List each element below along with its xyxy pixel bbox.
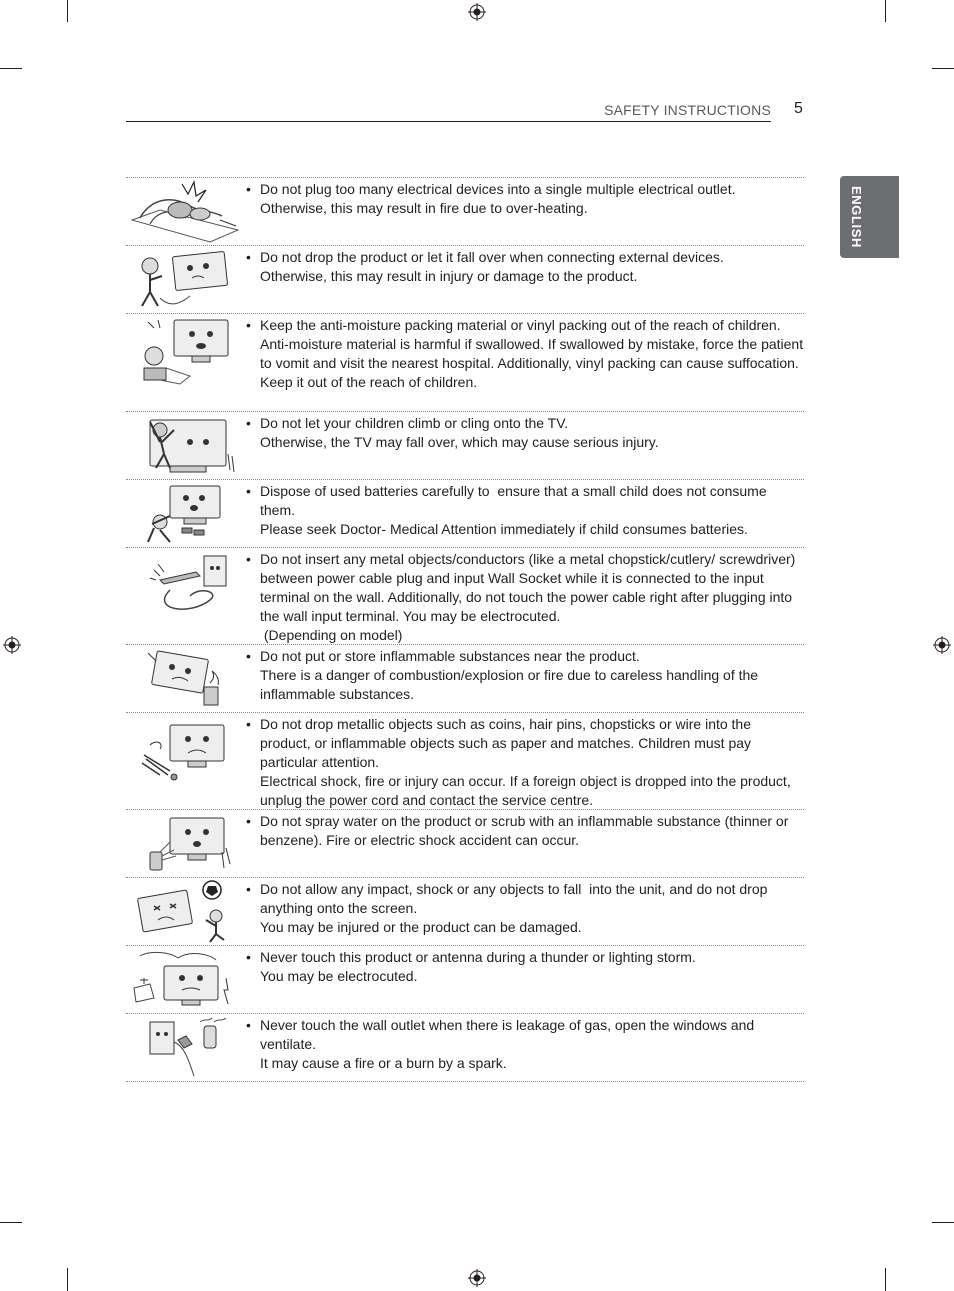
instruction-row <box>126 1014 804 1082</box>
instruction-row <box>126 314 807 412</box>
ball-impact-icon <box>130 880 240 944</box>
registration-mark-icon <box>468 1269 486 1287</box>
instruction-text: Do not plug too many electrical devices into a single multiple electrical outlet. <box>260 181 736 197</box>
crop-mark <box>885 1268 886 1291</box>
instruction-consequence: Anti-moisture material is harmful if swallowed. If swallowed by mistake, force the patient to vomit and visit the nearest hospital. Additionally, vinyl packing can cause suffocation. Keep it out of the reach of children. <box>260 336 807 390</box>
page-number: 5 <box>794 100 803 117</box>
bullet: • <box>246 317 251 333</box>
thunder-storm-icon <box>130 948 240 1012</box>
crop-mark <box>67 0 68 22</box>
child-climbing-tv-icon <box>130 414 240 478</box>
instruction-row <box>126 246 804 314</box>
overloaded-outlet-icon <box>130 180 240 244</box>
bullet: • <box>246 415 251 431</box>
language-tab-label: ENGLISH <box>849 186 864 248</box>
instruction-text: Do not let your children climb or cling onto the TV. <box>260 415 569 431</box>
instruction-text: Dispose of used batteries carefully to ensure that a small child does not consume them. <box>260 483 771 518</box>
bullet: • <box>246 716 251 732</box>
instruction-text: Never touch the wall outlet when there is leakage of gas, open the windows and ventilate. <box>260 1017 759 1052</box>
header-divider <box>126 121 771 122</box>
instruction-consequence: You may be electrocuted. <box>260 968 418 984</box>
instruction-consequence: It may cause a fire or a burn by a spark. <box>260 1055 507 1071</box>
crop-mark <box>0 1222 22 1223</box>
instruction-note: (Depending on model) <box>260 627 403 643</box>
instruction-row <box>126 178 804 246</box>
registration-mark-icon <box>468 3 486 21</box>
registration-mark-icon <box>3 636 21 654</box>
instruction-row <box>126 548 804 645</box>
gas-leak-outlet-icon <box>130 1016 240 1080</box>
metal-object-socket-icon <box>130 550 240 620</box>
bullet: • <box>246 881 251 897</box>
registration-mark-icon <box>933 636 951 654</box>
instruction-row <box>126 946 804 1014</box>
instruction-consequence: Please seek Doctor- Medical Attention immediately if child consumes batteries. <box>260 521 748 537</box>
instruction-row <box>126 810 804 878</box>
tv-falling-child-icon <box>130 248 240 312</box>
instruction-text: Keep the anti-moisture packing material or vinyl packing out of the reach of children. <box>260 317 781 333</box>
instruction-text: Do not spray water on the product or scrub with an inflammable substance (thinner or benzene). Fire or electric shock accident can occur. <box>260 813 793 848</box>
safety-instructions-table <box>126 177 807 1082</box>
crop-mark <box>0 68 22 69</box>
bullet: • <box>246 813 251 829</box>
instruction-consequence: Otherwise, this may result in injury or damage to the product. <box>260 268 638 284</box>
instruction-row <box>126 480 804 548</box>
instruction-row <box>126 645 804 713</box>
bullet: • <box>246 483 251 499</box>
instruction-text: Do not drop metallic objects such as coins, hair pins, chopsticks or wire into the product, or inflammable objects such as paper and matches. Children must pay particular attention. <box>260 716 755 770</box>
instruction-text: Do not drop the product or let it fall over when connecting external devices. <box>260 249 724 265</box>
batteries-child-icon <box>130 482 240 546</box>
metallic-objects-drop-icon <box>130 715 240 785</box>
flammable-substance-icon <box>130 647 240 711</box>
instruction-text: Do not put or store inflammable substances near the product. <box>260 648 640 664</box>
bullet: • <box>246 249 251 265</box>
bullet: • <box>246 949 251 965</box>
instruction-text: Do not insert any metal objects/conductors (like a metal chopstick/cutlery/ screwdriver) between power cable plug and input Wall Socket while it is connected to the input terminal on the wall. Additionally, do not touch the power cable right after plugging into the wall input terminal. You may be electrocuted. <box>260 551 800 624</box>
language-tab <box>840 176 899 258</box>
crop-mark <box>67 1268 68 1291</box>
instruction-consequence: You may be injured or the product can be damaged. <box>260 919 582 935</box>
crop-mark <box>932 1222 954 1223</box>
bullet: • <box>246 181 251 197</box>
bullet: • <box>246 1017 251 1033</box>
instruction-consequence: Otherwise, this may result in fire due to over-heating. <box>260 200 588 216</box>
instruction-text: Do not allow any impact, shock or any objects to fall into the unit, and do not drop anything onto the screen. <box>260 881 772 916</box>
crop-mark <box>932 68 954 69</box>
instruction-text: Never touch this product or antenna during a thunder or lighting storm. <box>260 949 696 965</box>
bullet: • <box>246 648 251 664</box>
instruction-consequence: Electrical shock, fire or injury can occur. If a foreign object is dropped into the product, unplug the power cord and contact the service centre. <box>260 773 795 808</box>
instruction-row <box>126 878 804 946</box>
instruction-consequence: There is a danger of combustion/explosion or fire due to careless handling of the inflammable substances. <box>260 667 762 702</box>
packing-material-child-icon <box>130 316 240 386</box>
instruction-row <box>126 713 804 810</box>
section-title: SAFETY INSTRUCTIONS <box>604 102 771 118</box>
crop-mark <box>885 0 886 22</box>
spray-water-icon <box>130 812 240 876</box>
instruction-consequence: Otherwise, the TV may fall over, which may cause serious injury. <box>260 434 659 450</box>
bullet: • <box>246 551 251 567</box>
instruction-row <box>126 412 804 480</box>
